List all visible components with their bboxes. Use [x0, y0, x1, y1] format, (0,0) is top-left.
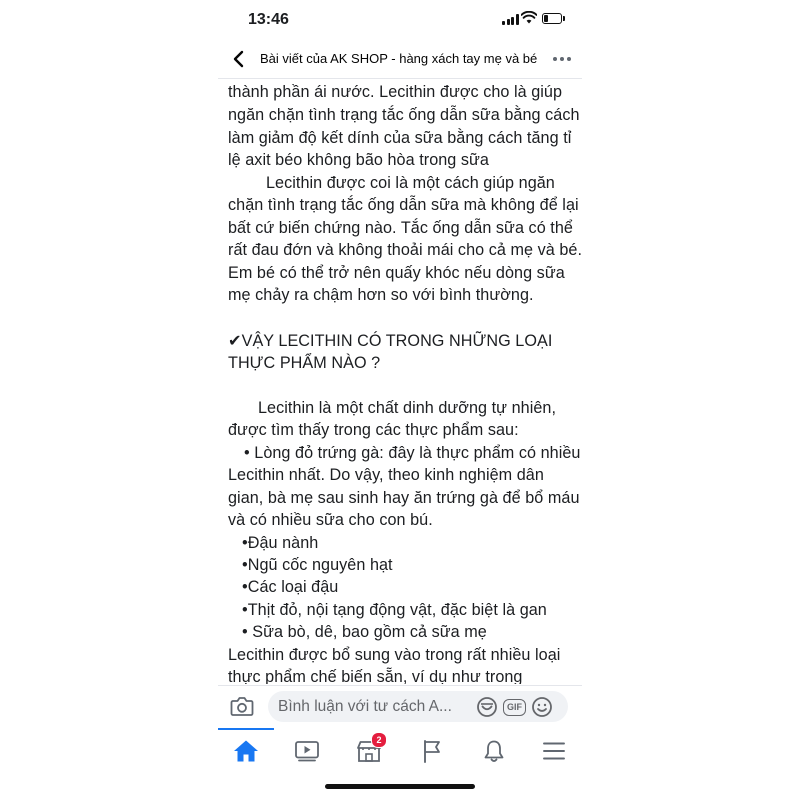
post-text-line: Em bé có thể trở nên quấy khóc nếu dòng sữa: [228, 264, 565, 282]
section-heading: THỰC PHẨM NÀO ?: [228, 354, 381, 372]
post-text-line: lệ axit béo không bão hòa trong sữa: [228, 151, 489, 169]
more-options-button[interactable]: [550, 48, 574, 70]
post-text-line: rất đau đớn và không thoải mái cho cả mẹ và bé.: [228, 241, 582, 259]
post-text-line: bất cứ biến chứng nào. Tắc ống dẫn sữa có thể: [228, 219, 573, 237]
post-text-line: Lecithin được bổ sung vào trong rất nhiều loại: [228, 646, 561, 664]
emoji-icon[interactable]: [531, 696, 553, 718]
list-item: •Ngũ cốc nguyên hạt: [242, 556, 393, 574]
camera-icon: [230, 695, 254, 717]
nav-menu[interactable]: [539, 736, 569, 766]
menu-icon: [542, 741, 566, 761]
status-time: 13:46: [248, 11, 289, 28]
bottom-nav: [218, 728, 582, 774]
comment-bar: [218, 685, 582, 728]
active-tab-indicator: [218, 728, 274, 730]
page-title: Bài viết của AK SHOP - hàng xách tay mẹ và bé: [260, 51, 538, 66]
post-text-line: thành phần ái nước. Lecithin được cho là giúp: [228, 83, 563, 101]
post-header: [218, 40, 582, 79]
home-indicator: [325, 784, 475, 789]
list-item: • Sữa bò, dê, bao gồm cả sữa mẹ: [242, 623, 487, 641]
wifi-icon: [521, 11, 537, 24]
list-item: •Các loại đậu: [242, 578, 339, 596]
phone-screen: [218, 0, 582, 800]
back-button[interactable]: [224, 46, 252, 72]
nav-notifications[interactable]: [479, 736, 509, 766]
notification-badge: 2: [371, 732, 387, 748]
status-bar: [218, 0, 582, 40]
gif-button[interactable]: GIF: [503, 699, 526, 716]
chevron-left-icon: [232, 50, 244, 68]
comment-tools: [476, 696, 553, 718]
post-text-line: và có nhiều sữa cho con bú.: [228, 511, 433, 529]
nav-watch[interactable]: [292, 736, 322, 766]
list-item: •Đậu nành: [242, 534, 319, 552]
post-text-line: mẹ chảy ra chậm hơn so với bình thường.: [228, 286, 534, 304]
post-text-line: chặn tình trạng tắc ống dẫn sữa mà không để lại: [228, 196, 579, 214]
post-text-line: ngăn chặn tình trạng tắc ống dẫn sữa bằng cách: [228, 106, 580, 124]
section-heading: ✔VẬY LECITHIN CÓ TRONG NHỮNG LOẠI: [228, 332, 553, 350]
home-icon: [233, 739, 259, 763]
more-dots-icon: [552, 57, 572, 61]
post-text-line: được tìm thấy trong các thực phẩm sau:: [228, 421, 519, 439]
camera-button[interactable]: [230, 695, 254, 722]
post-text-line: Lecithin được coi là một cách giúp ngăn: [266, 174, 555, 192]
battery-icon: [542, 13, 562, 24]
video-play-icon: [294, 740, 320, 762]
post-text-line: Lecithin là một chất dinh dưỡng tự nhiên,: [258, 399, 557, 417]
post-content: [218, 79, 582, 684]
flag-icon: [421, 739, 443, 763]
nav-pages[interactable]: [417, 736, 447, 766]
nav-home[interactable]: [231, 736, 261, 766]
list-item: • Lòng đỏ trứng gà: đây là thực phẩm có nhiều: [244, 444, 581, 462]
post-text-line: thực phẩm chế biến sẵn, ví dụ như trong: [228, 668, 523, 684]
list-item: •Thịt đỏ, nội tạng động vật, đặc biệt là gan: [242, 601, 547, 619]
cellular-signal-icon: [502, 14, 519, 25]
post-text-line: làm giảm độ kết dính của sữa bằng cách tăng tỉ: [228, 129, 572, 147]
sticker-icon[interactable]: [476, 696, 498, 718]
battery-level: [544, 15, 548, 22]
post-text-line: Lecithin nhất. Do vậy, theo kinh nghiệm dân: [228, 466, 544, 484]
nav-marketplace[interactable]: [354, 736, 384, 766]
bell-icon: [483, 739, 505, 763]
post-text-line: gian, bà mẹ sau sinh hay ăn trứng gà để bổ máu: [228, 489, 580, 507]
